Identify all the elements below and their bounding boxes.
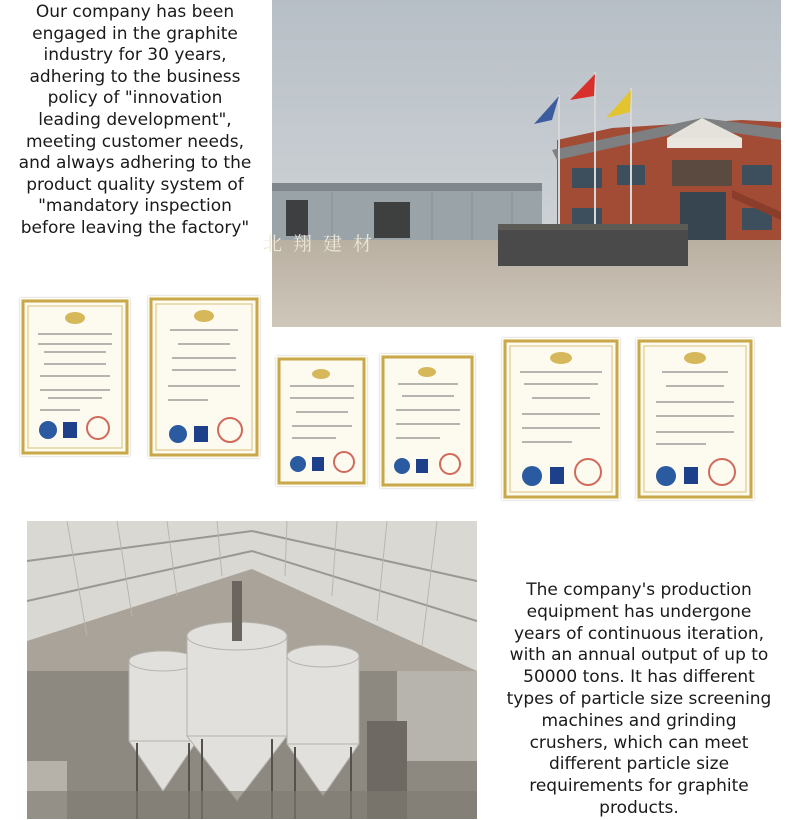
certificate-2: [148, 296, 260, 458]
factory-photo: [272, 0, 781, 327]
production-paragraph: The company's production equipment has undergone years of continuous iteration, with an annual output of up to 50000 tons. It has different types of particle size screening machines and grinding crushers, which can meet different particle size requirements for graphite products.: [506, 580, 772, 818]
intro-paragraph: Our company has been engaged in the graphite industry for 30 years, adhering to the business policy of "innovation leading development", meeting customer needs, and always adhering to the product quality system of "mandatory inspection before leaving the factory": [18, 2, 252, 238]
certificate-1: [20, 298, 130, 456]
certificate-6: [636, 338, 754, 500]
certificate-3: [276, 356, 367, 486]
factory-sign: 北翔建材: [262, 233, 383, 255]
certificate-4: [380, 354, 475, 488]
certificate-5: [502, 338, 620, 500]
equipment-photo: [27, 521, 477, 819]
